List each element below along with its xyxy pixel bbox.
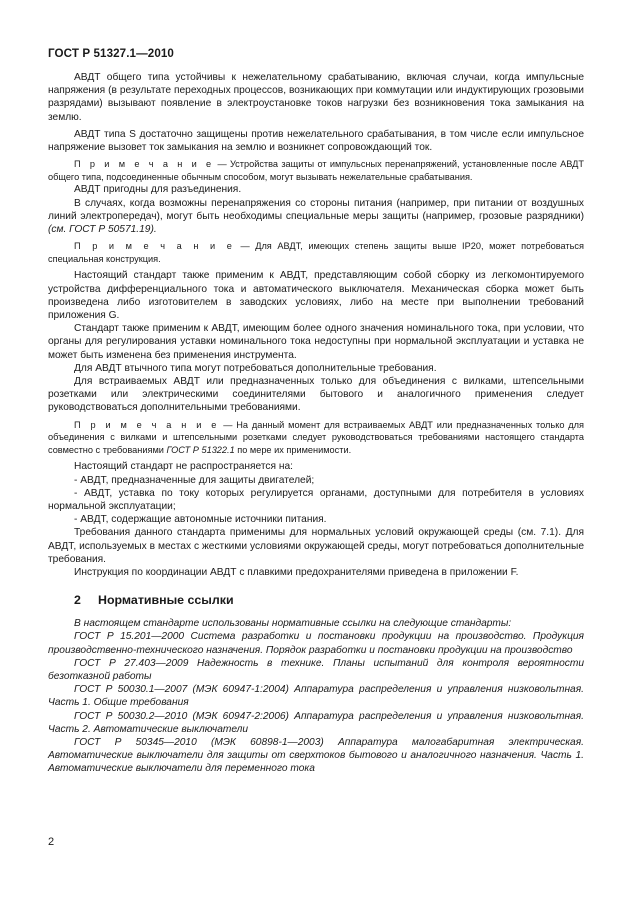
document-body (48, 71, 584, 776)
reference-item: ГОСТ Р 15.201—2000 Система разработки и постановки продукции на производство. Продукция производственно-технического назначения. Порядок разработки и постановки продукции на производство (48, 631, 584, 656)
note-text: — Для АВДТ, имеющих степень защиты выше IP20, может потребоваться специальная конструкция. (48, 241, 584, 264)
paragraph: Настоящий стандарт не распространяется на: (74, 461, 294, 473)
note (48, 419, 584, 457)
paragraph: Требования данного стандарта применимы для нормальных условий окружающей среды (см. 7.1). Для АВДТ, используемых в местах с жесткими условиями окружающей среды, могут потребоваться дополнительные требования. (48, 527, 584, 565)
list-item: - АВДТ, предназначенные для защиты двигателей; (74, 474, 315, 486)
note-label: П р и м е ч а н и е (74, 419, 220, 430)
paragraph: Стандарт также применим к АВДТ, имеющим более одного значения номинального тока, при условии, что органы для регулирования уставки номинального тока недоступны при нормальной эксплуатации и уставка не может быть изменена без применения инструмента. (48, 323, 584, 361)
paragraph: АВДТ пригодны для разъединения. (74, 184, 242, 196)
note (48, 240, 584, 265)
note-text: — Устройства защиты от импульсных перенапряжений, установленные после АВДТ общего типа, подсоединенные обычным способом, могут вызывать нежелательные срабатывания. (48, 159, 584, 182)
reference-item: ГОСТ Р 50030.1—2007 (МЭК 60947-1:2004) Аппаратура распределения и управления низковольтная. Часть 1. Общие требования (48, 684, 584, 709)
list-item: - АВДТ, содержащие автономные источники питания. (74, 514, 327, 526)
note-text: — На данный момент для встраиваемых АВДТ или предназначенных только для объединения с вилками и штепсельными розетками следует руководствоваться требованиями настоящего стандарта совместно с требованиями (48, 419, 584, 455)
reference-item: ГОСТ Р 50030.2—2010 (МЭК 60947-2:2006) Аппаратура распределения и управления низковольтная. Часть 2. Автоматические выключатели (48, 710, 584, 735)
section-heading (48, 593, 584, 607)
paragraph: Инструкция по координации АВДТ с плавкими предохранителями приведена в приложении F. (74, 567, 519, 579)
reference-item: ГОСТ Р 27.403—2009 Надежность в технике. Планы испытаний для контроля вероятности безотказной работы (48, 657, 584, 683)
section-title: Нормативные ссылки (98, 593, 234, 608)
section-number: 2 (74, 593, 81, 608)
note-label: П р и м е ч а н и е (74, 241, 235, 252)
paragraph (48, 197, 584, 237)
note (48, 158, 584, 183)
paragraph: Для АВДТ втычного типа могут потребоваться дополнительные требования. (74, 362, 437, 374)
paragraph-text: В случаях, когда возможны перенапряжения со стороны питания (например, при питании от воздушных линий электропередач), могут быть необходимы специальные меры защиты (например, грозовые разрядники) (48, 197, 584, 222)
paragraph: Для встраиваемых АВДТ или предназначенных только для объединения с вилками, штепсельными розетками или электрическими соединителями бытового и аналогичного применения следует руководствоваться дополнительными требованиями. (48, 376, 584, 414)
paragraph: Настоящий стандарт также применим к АВДТ, представляющим собой сборку из легкомонтируемого устройства дифференциального тока и автоматического выключателя. Механическая сборка может быть произведена либо изготовителем в заводских условиях, либо на месте при выполнении требований приложения G. (48, 270, 584, 322)
list-item: - АВДТ, уставка по току которых регулируется органами, доступными для потребителя в условиях нормальной эксплуатации; (48, 487, 584, 513)
paragraph: АВДТ типа S достаточно защищены против нежелательного срабатывания, в том числе если импульсное напряжение вызовет ток замыкания на землю и возникнет сопровождающий ток. (48, 128, 584, 154)
paragraph: АВДТ общего типа устойчивы к нежелательному срабатыванию, включая случаи, когда импульсные напряжения (в результате переходных процессов, возникающих при коммутации или индуктирующих грозовыми разрядами) вызывают появление в электроустановке токов нагрузки без возникновения тока замыкания на землю. (48, 72, 584, 123)
section-lead: В настоящем стандарте использованы нормативные ссылки на следующие стандарты: (74, 618, 512, 630)
reference-item: ГОСТ Р 50345—2010 (МЭК 60898-1—2003) Аппаратура малогабаритная электрическая. Автоматические выключатели для защиты от сверхтоков бытового и аналогичного назначения. Часть 1. Автоматические выключатели для переменного тока (48, 737, 584, 775)
reference: (см. ГОСТ Р 50571.19). (48, 224, 157, 236)
document-header: ГОСТ Р 51327.1—2010 (48, 47, 174, 60)
reference: ГОСТ Р 51322.1 (166, 444, 235, 455)
note-text: по мере их применимости. (234, 444, 352, 455)
page-number: 2 (48, 836, 55, 848)
note-label: П р и м е ч а н и е (74, 159, 215, 170)
